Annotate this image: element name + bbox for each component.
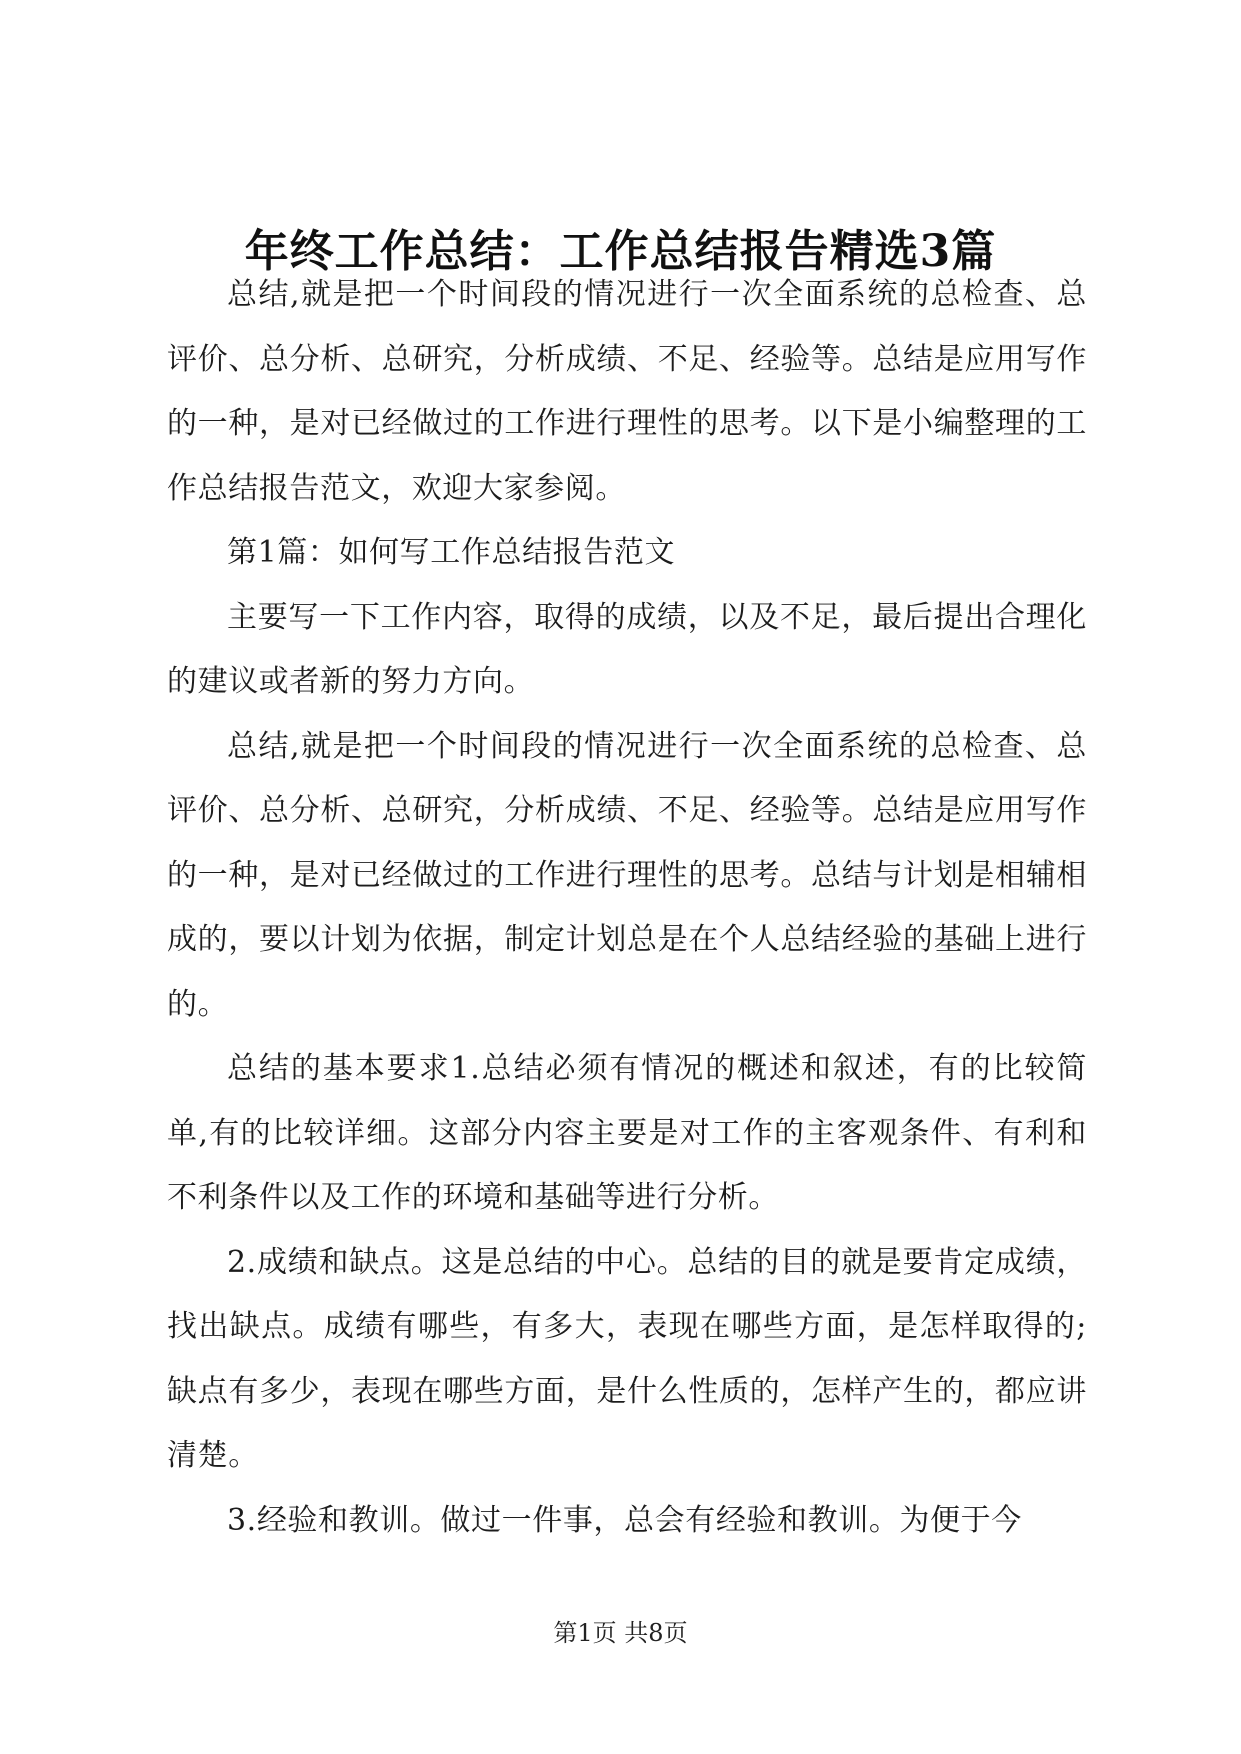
paragraph-requirement-1: 总结的基本要求1.总结必须有情况的概述和叙述，有的比较简单,有的比较详细。这部分内容主要是对工作的主客观条件、有利和不利条件以及工作的环境和基础等进行分析。 (167, 1051, 1087, 1215)
paragraph-section-heading: 第1篇：如何写工作总结报告范文 (227, 535, 676, 570)
document-body (167, 263, 1087, 1553)
paragraph-intro: 总结,就是把一个时间段的情况进行一次全面系统的总检查、总评价、总分析、总研究，分析成绩、不足、经验等。总结是应用写作的一种，是对已经做过的工作进行理性的思考。以下是小编整理的工作总结报告范文，欢迎大家参阅。 (167, 277, 1087, 506)
paragraph-requirement-3: 3.经验和教训。做过一件事，总会有经验和教训。为便于今 (227, 1502, 1022, 1538)
paragraph-definition: 总结,就是把一个时间段的情况进行一次全面系统的总检查、总评价、总分析、总研究，分析成绩、不足、经验等。总结是应用写作的一种，是对已经做过的工作进行理性的思考。总结与计划是相辅相成的，要以计划为依据，制定计划总是在个人总结经验的基础上进行的。 (167, 728, 1087, 1022)
paragraph-content-summary: 主要写一下工作内容，取得的成绩，以及不足，最后提出合理化的建议或者新的努力方向。 (167, 599, 1087, 699)
page-number-footer: 第1页 共8页 (553, 1619, 688, 1647)
paragraph-requirement-2: 2.成绩和缺点。这是总结的中心。总结的目的就是要肯定成绩，找出缺点。成绩有哪些，有多大，表现在哪些方面，是怎样取得的;缺点有多少，表现在哪些方面，是什么性质的，怎样产生的，都应讲清楚。 (167, 1244, 1087, 1473)
document-title: 年终工作总结：工作总结报告精选3篇 (244, 226, 997, 277)
